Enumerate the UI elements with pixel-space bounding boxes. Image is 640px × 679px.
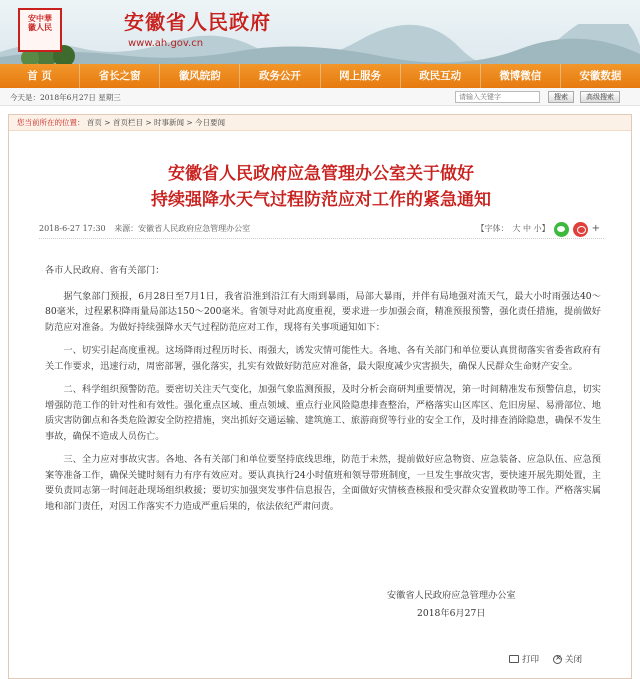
- nav-item-culture[interactable]: 徽风皖韵: [160, 64, 240, 88]
- share-icon[interactable]: +: [591, 223, 600, 234]
- wechat-icon[interactable]: [554, 222, 569, 237]
- site-title[interactable]: 安徽省人民政府: [124, 10, 271, 34]
- signature-date: 2018年6月27日: [417, 608, 486, 619]
- weibo-icon[interactable]: [573, 222, 588, 237]
- government-seal-logo[interactable]: [18, 8, 62, 52]
- close-label: 关闭: [565, 655, 583, 665]
- print-label: 打印: [522, 655, 540, 665]
- advanced-search-button[interactable]: 高级搜索: [580, 91, 620, 103]
- nav-item-home[interactable]: 首 页: [0, 64, 80, 88]
- breadcrumb-prefix: 您当前所在的位置：: [17, 118, 85, 127]
- nav-item-weibo-wechat[interactable]: 微博微信: [481, 64, 561, 88]
- article-meta: [39, 219, 604, 239]
- nav-item-interaction[interactable]: 政民互动: [401, 64, 481, 88]
- today-date: 今天是：2018年6月27日 星期三: [10, 93, 121, 102]
- article-title: [9, 161, 633, 213]
- close-button[interactable]: [553, 653, 582, 665]
- paragraph-intro: 据气象部门预报，6月28日至7月1日，我省沿淮到沿江有大雨到暴雨，局部大暴雨，并伴有局地强对流天气，最大小时雨强达40～80毫米，过程累积降雨量局部达150～200毫米。省领导对此高度重视，要求进一步加强会商，精准预报预警，强化责任措施，提前做好防范应对准备。为做好持续强降水天气过程防范应对工作，现将有关事项通知如下：: [45, 290, 601, 333]
- nav-item-data[interactable]: 安徽数据: [579, 70, 622, 82]
- article-date: 2018-6-27 17:30: [39, 224, 106, 233]
- breadcrumb: [9, 115, 631, 131]
- seal-text: 安中華 徽人民: [28, 14, 52, 32]
- article-body: [45, 263, 601, 522]
- font-size-label: 【字体：: [476, 224, 509, 233]
- article-source: 来源：安徽省人民政府应急管理办公室: [114, 224, 251, 233]
- paragraph-point-1: 一、切实引起高度重视。这场降雨过程历时长、雨强大，诱发灾情可能性大。各地、各有关部门和单位要认真贯彻落实省委省政府有关工作要求，迅速行动，周密部署，强化落实，扎实有效做好防范应对准备，最大限度减少灾害损失，确保人民群众生命财产安全。: [45, 345, 601, 372]
- paragraph-point-3: 三、全力应对事故灾害。各地、各有关部门和单位要坚持底线思维，防范于未然，提前做好应急物资、应急装备、应急队伍、应急预案等准备工作，确保关键时刻有力有序有效应对。要认真执行24小时值班和领导带班制度，一旦发生事故灾害，要快速开展先期处置，主要负责同志第一时间赶赴现场组织救援；要切实加强突发事件信息报告，全面做好灾情核查核报和受灾群众安置救助等工作。严格落实属地和部门责任，对因工作落实不力造成严重后果的，依法依纪严肃问责。: [45, 454, 601, 512]
- nav-item-online-services[interactable]: 网上服务: [321, 64, 401, 88]
- signature-org: 安徽省人民政府应急管理办公室: [387, 590, 516, 601]
- article-title-line-1: 安徽省人民政府应急管理办公室关于做好: [168, 164, 474, 184]
- date-search-bar: [0, 88, 640, 106]
- site-url: www.ah.gov.cn: [128, 38, 204, 49]
- breadcrumb-path[interactable]: 首页 > 首页栏目 > 时事新闻 > 今日要闻: [86, 118, 226, 127]
- font-size-options[interactable]: 大 中 小】: [512, 224, 550, 233]
- close-icon: [553, 655, 562, 664]
- article-title-line-2: 持续强降水天气过程防范应对工作的紧急通知: [151, 190, 491, 210]
- paragraph-point-2: 二、科学组织预警防范。要密切关注天气变化，加强气象监测预报，及时分析会商研判重要情况，第一时间精准发布预警信息，切实增强防范工作的针对性和有效性。强化重点区域、重点领域、重点行业风险隐患排查整治，严格落实山区库区、危旧房屋、易滑部位、地质灾害防御点和各类危险源安全防控措施，突出抓好交通运输、建筑施工、旅游商贸等行业的安全工作，及时排查消除隐患，确保不发生事故，确保不造成人员伤亡。: [45, 384, 601, 442]
- mountain-banner: [0, 24, 640, 64]
- main-nav: [0, 64, 640, 88]
- print-button[interactable]: [509, 653, 539, 665]
- search-input[interactable]: [455, 91, 540, 103]
- article-actions: [509, 653, 582, 665]
- nav-item-governor[interactable]: 省长之窗: [80, 64, 160, 88]
- site-header: [0, 0, 640, 64]
- meta-tools: [477, 219, 600, 239]
- print-icon: [509, 655, 519, 663]
- search-button[interactable]: 搜索: [548, 91, 574, 103]
- article-frame: [8, 114, 632, 679]
- nav-item-government-affairs[interactable]: 政务公开: [240, 64, 320, 88]
- salutation: 各市人民政府、省有关部门：: [45, 265, 165, 276]
